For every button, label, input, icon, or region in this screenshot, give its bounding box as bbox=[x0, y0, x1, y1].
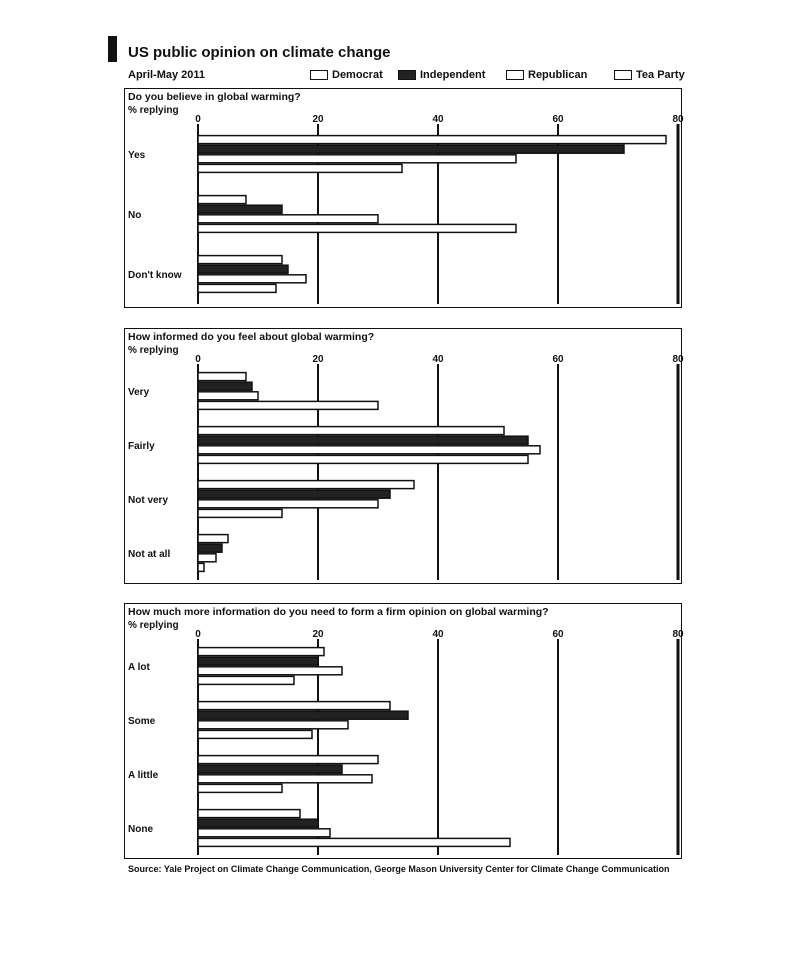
bar-very-tea-party bbox=[198, 401, 378, 409]
bar-some-democrat bbox=[198, 702, 390, 710]
category-label-not-very: Not very bbox=[128, 495, 169, 506]
bar-some-independent bbox=[198, 711, 408, 719]
bar-no-independent bbox=[198, 205, 282, 213]
category-label-don-t-know: Don't know bbox=[128, 270, 182, 281]
category-label-none: None bbox=[128, 824, 153, 835]
bar-none-republican bbox=[198, 829, 330, 837]
legend-label-democrat: Democrat bbox=[332, 69, 383, 81]
chart-subtitle: April-May 2011 bbox=[128, 69, 206, 81]
tick-label-80: 80 bbox=[672, 114, 684, 125]
bar-a-lot-democrat bbox=[198, 648, 324, 656]
bar-not-at-all-democrat bbox=[198, 535, 228, 543]
bar-don-t-know-independent bbox=[198, 265, 288, 273]
bar-not-at-all-independent bbox=[198, 544, 222, 552]
source-note: Source: Yale Project on Climate Change Communication, George Mason University Center for Climate Change Communication bbox=[128, 864, 670, 874]
panel-question: How informed do you feel about global warming? bbox=[128, 331, 375, 343]
tick-label-20: 20 bbox=[312, 114, 324, 125]
bar-not-very-democrat bbox=[198, 481, 414, 489]
bar-no-democrat bbox=[198, 196, 246, 204]
tick-label-40: 40 bbox=[432, 114, 444, 125]
category-label-no: No bbox=[128, 210, 142, 221]
bar-some-tea-party bbox=[198, 730, 312, 738]
bar-fairly-tea-party bbox=[198, 455, 528, 463]
bar-yes-republican bbox=[198, 155, 516, 163]
legend-swatch-tea-party bbox=[614, 70, 632, 80]
category-label-a-lot: A lot bbox=[128, 662, 150, 673]
panel-belief bbox=[124, 88, 682, 308]
legend-label-republican: Republican bbox=[528, 69, 588, 81]
bar-no-tea-party bbox=[198, 224, 516, 232]
bar-no-republican bbox=[198, 215, 378, 223]
tick-label-0: 0 bbox=[195, 114, 201, 125]
bar-a-little-tea-party bbox=[198, 784, 282, 792]
bar-yes-tea-party bbox=[198, 164, 402, 172]
legend-swatch-independent bbox=[398, 70, 416, 80]
tick-label-0: 0 bbox=[195, 354, 201, 365]
category-label-yes: Yes bbox=[128, 150, 146, 161]
bar-none-independent bbox=[198, 819, 318, 827]
category-label-some: Some bbox=[128, 716, 156, 727]
tick-label-40: 40 bbox=[432, 354, 444, 365]
legend-swatch-republican bbox=[506, 70, 524, 80]
bar-don-t-know-democrat bbox=[198, 256, 282, 264]
category-label-fairly: Fairly bbox=[128, 441, 155, 452]
bar-some-republican bbox=[198, 721, 348, 729]
bar-very-democrat bbox=[198, 373, 246, 381]
bar-a-little-republican bbox=[198, 775, 372, 783]
legend-item-democrat bbox=[310, 69, 383, 81]
informed-chart bbox=[125, 329, 684, 582]
bar-yes-independent bbox=[198, 145, 624, 153]
bar-don-t-know-tea-party bbox=[198, 284, 276, 292]
tick-label-20: 20 bbox=[312, 354, 324, 365]
tick-label-20: 20 bbox=[312, 629, 324, 640]
panel-question: How much more information do you need to form a firm opinion on global warming? bbox=[128, 606, 549, 618]
bar-not-very-republican bbox=[198, 500, 378, 508]
legend-label-tea-party: Tea Party bbox=[636, 69, 685, 81]
tick-label-0: 0 bbox=[195, 629, 201, 640]
panel-information-needed bbox=[124, 603, 682, 859]
bar-none-democrat bbox=[198, 810, 300, 818]
legend-item-republican bbox=[506, 69, 587, 81]
bar-a-lot-independent bbox=[198, 657, 318, 665]
bar-a-little-independent bbox=[198, 765, 342, 773]
category-label-a-little: A little bbox=[128, 770, 159, 781]
bar-a-lot-tea-party bbox=[198, 676, 294, 684]
belief-chart bbox=[125, 89, 684, 306]
category-label-very: Very bbox=[128, 387, 150, 398]
bar-none-tea-party bbox=[198, 838, 510, 846]
panel-y-label: % replying bbox=[128, 345, 179, 356]
panel-y-label: % replying bbox=[128, 105, 179, 116]
tick-label-60: 60 bbox=[552, 354, 564, 365]
category-label-not-at-all: Not at all bbox=[128, 549, 171, 560]
panel-question: Do you believe in global warming? bbox=[128, 91, 301, 103]
bar-very-republican bbox=[198, 392, 258, 400]
legend-label-independent: Independent bbox=[420, 69, 486, 81]
bar-not-at-all-tea-party bbox=[198, 563, 204, 571]
legend-item-independent bbox=[398, 69, 485, 81]
tick-label-80: 80 bbox=[672, 629, 684, 640]
information-needed-chart bbox=[125, 604, 684, 857]
bar-a-lot-republican bbox=[198, 667, 342, 675]
bar-yes-democrat bbox=[198, 136, 666, 144]
legend-item-tea-party bbox=[614, 69, 685, 81]
legend-swatch-democrat bbox=[310, 70, 328, 80]
bar-very-independent bbox=[198, 382, 252, 390]
bar-not-at-all-republican bbox=[198, 554, 216, 562]
bar-don-t-know-republican bbox=[198, 275, 306, 283]
bar-not-very-independent bbox=[198, 490, 390, 498]
tick-label-60: 60 bbox=[552, 114, 564, 125]
chart-title: US public opinion on climate change bbox=[128, 44, 391, 61]
bar-not-very-tea-party bbox=[198, 509, 282, 517]
bar-fairly-democrat bbox=[198, 427, 504, 435]
tick-label-60: 60 bbox=[552, 629, 564, 640]
tick-label-40: 40 bbox=[432, 629, 444, 640]
panel-informed bbox=[124, 328, 682, 584]
bar-fairly-republican bbox=[198, 446, 540, 454]
panel-y-label: % replying bbox=[128, 620, 179, 631]
tick-label-80: 80 bbox=[672, 354, 684, 365]
bar-a-little-democrat bbox=[198, 756, 378, 764]
bar-fairly-independent bbox=[198, 436, 528, 444]
header-accent-bar bbox=[108, 36, 117, 62]
